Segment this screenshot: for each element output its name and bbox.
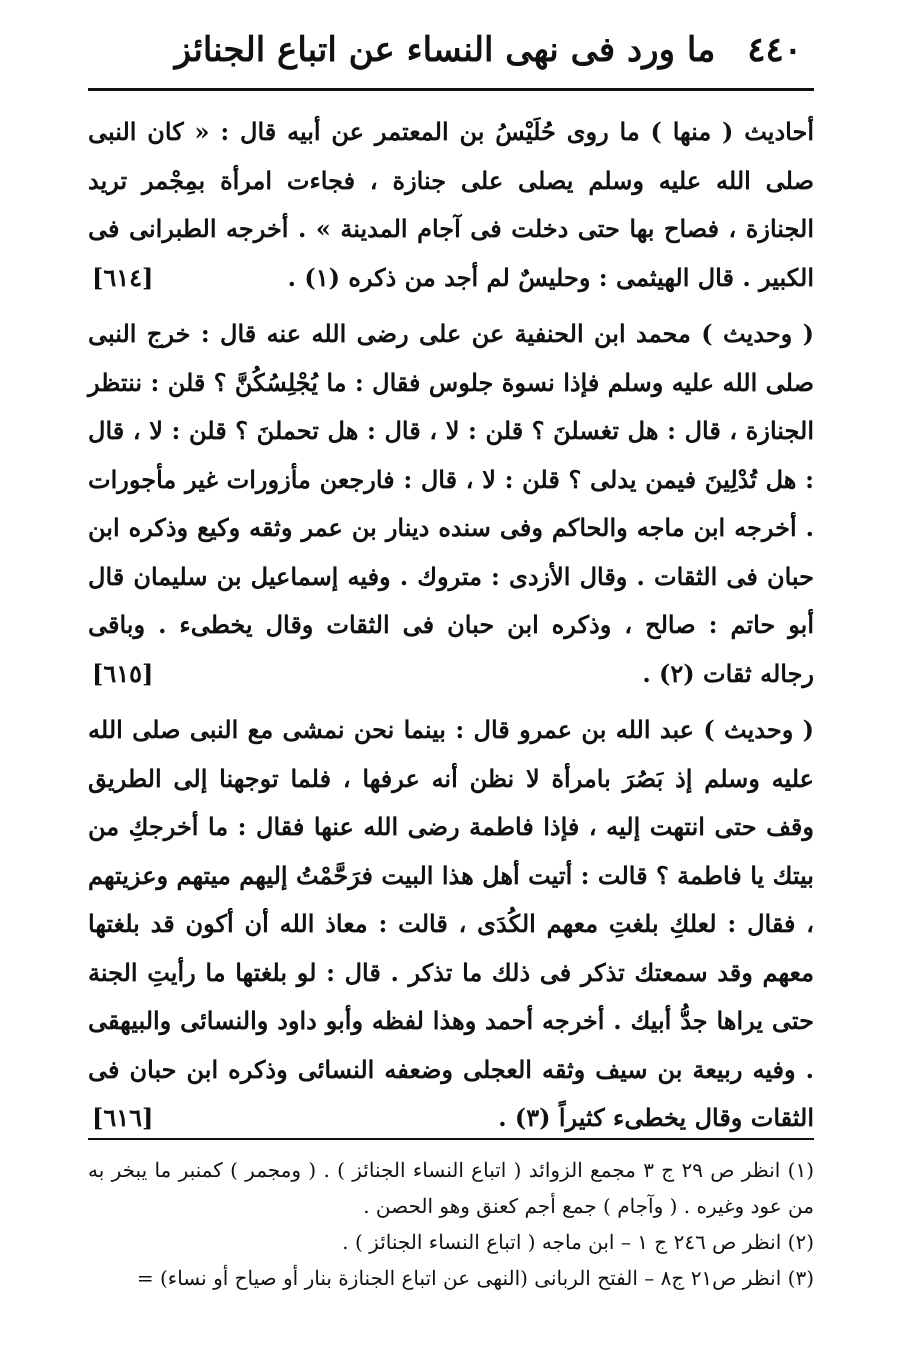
footnote: (٢) انظر ص ٢٤٦ ج ١ – ابن ماجه ( اتباع النساء الجنائز ) . [342, 1230, 814, 1254]
paragraph-text: ( وحديث ) محمد ابن الحنفية عن على رضى الله عنه قال : خرج النبى صلى الله عليه وسلم فإذا نسوة جلوس فقال : ما يُجْلِسُكُنَّ ؟ قلن : ننتظر الجنازة ، قال : هل تغسلنَ ؟ قلن : لا ، قال : هل تحملنَ ؟ قلن : لا ، قال : هل تُدْلِينَ فيمن يدلى ؟ قلن : لا ، قال : فارجعن مأزورات غير مأجورات . أخرجه ابن ماجه والحاكم وفى سنده دينار بن عمر وثقه وكيع وذكره ابن حبان فى الثقات . وقال الأزدى : متروك . وفيه إسماعيل بن سليمان قال أبو حاتم : صالح ، وذكره ابن حبان فى الثقات وقال يخطىء . وباقى رجاله ثقات (٢) . [88, 319, 814, 688]
footnote: (١) انظر ص ٢٩ ج ٣ مجمع الزوائد ( اتباع النساء الجنائز ) . ( ومجمر ) كمنبر ما يبخر به من عود وغيره . ( وآجام ) جمع أجم كعنق وهو الحصن . [88, 1158, 815, 1218]
running-title: ما ورد فى نهى النساء عن اتباع الجنائز [174, 30, 716, 70]
hadith-paragraph [88, 108, 814, 302]
paragraph-text: أحاديث ( منها ) ما روى حُلَيْسُ بن المعتمر عن أبيه قال : « كان النبى صلى الله عليه وسلم يصلى على جنازة ، فجاءت امرأة بمِجْمر تريد الجنازة ، فصاح بها حتى دخلت فى آجام المدينة » . أخرجه الطبرانى فى الكبير . قال الهيثمى : وحليسٌ لم أجد من ذكره (١) . [88, 117, 815, 292]
reference-number: [٦١٦] [92, 1103, 154, 1132]
paragraph-text: ( وحديث ) عبد الله بن عمرو قال : بينما نحن نمشى مع النبى صلى الله عليه وسلم إذ بَصُرَ بامرأة لا نظن أنه عرفها ، فلما توجهنا إلى الطريق وقف حتى انتهت إليه ، فإذا فاطمة رضى الله عنها فقال : ما أخرجكِ من بيتك يا فاطمة ؟ قالت : أتيت أهل هذا البيت فرَحَّمْتُ إليهم ميتهم وعزيتهم ، فقال : لعلكِ بلغتِ معهم الكُدَى ، قالت : معاذ الله أن أكون قد بلغتها معهم وقد سمعتك تذكر فى ذلك ما تذكر . قال : لو بلغتها ما رأيتِ الجنة حتى يراها جدُّ أبيك . أخرجه أحمد وهذا لفظه وأبو داود والنسائى والبيهقى . وفيه ربيعة بن سيف وثقه العجلى وضعفه النسائى وذكره ابن حبان فى الثقات وقال يخطىء كثيراً (٣) . [88, 715, 815, 1132]
reference-number: [٦١٤] [92, 262, 154, 292]
reference-number: [٦١٥] [92, 658, 154, 688]
page-number: ٤٤٠ [747, 30, 802, 70]
footnotes [88, 1152, 814, 1296]
header-rule [88, 88, 814, 91]
footnote-rule [88, 1138, 814, 1140]
hadith-paragraph [88, 706, 814, 1143]
hadith-paragraph [88, 310, 814, 698]
page-header [88, 22, 802, 82]
footnote: (٣) انظر ص٢١ ج٨ – الفتح الربانى (النهى عن اتباع الجنازة بنار أو صياح أو نساء) = [136, 1266, 814, 1290]
main-text [88, 108, 814, 1151]
